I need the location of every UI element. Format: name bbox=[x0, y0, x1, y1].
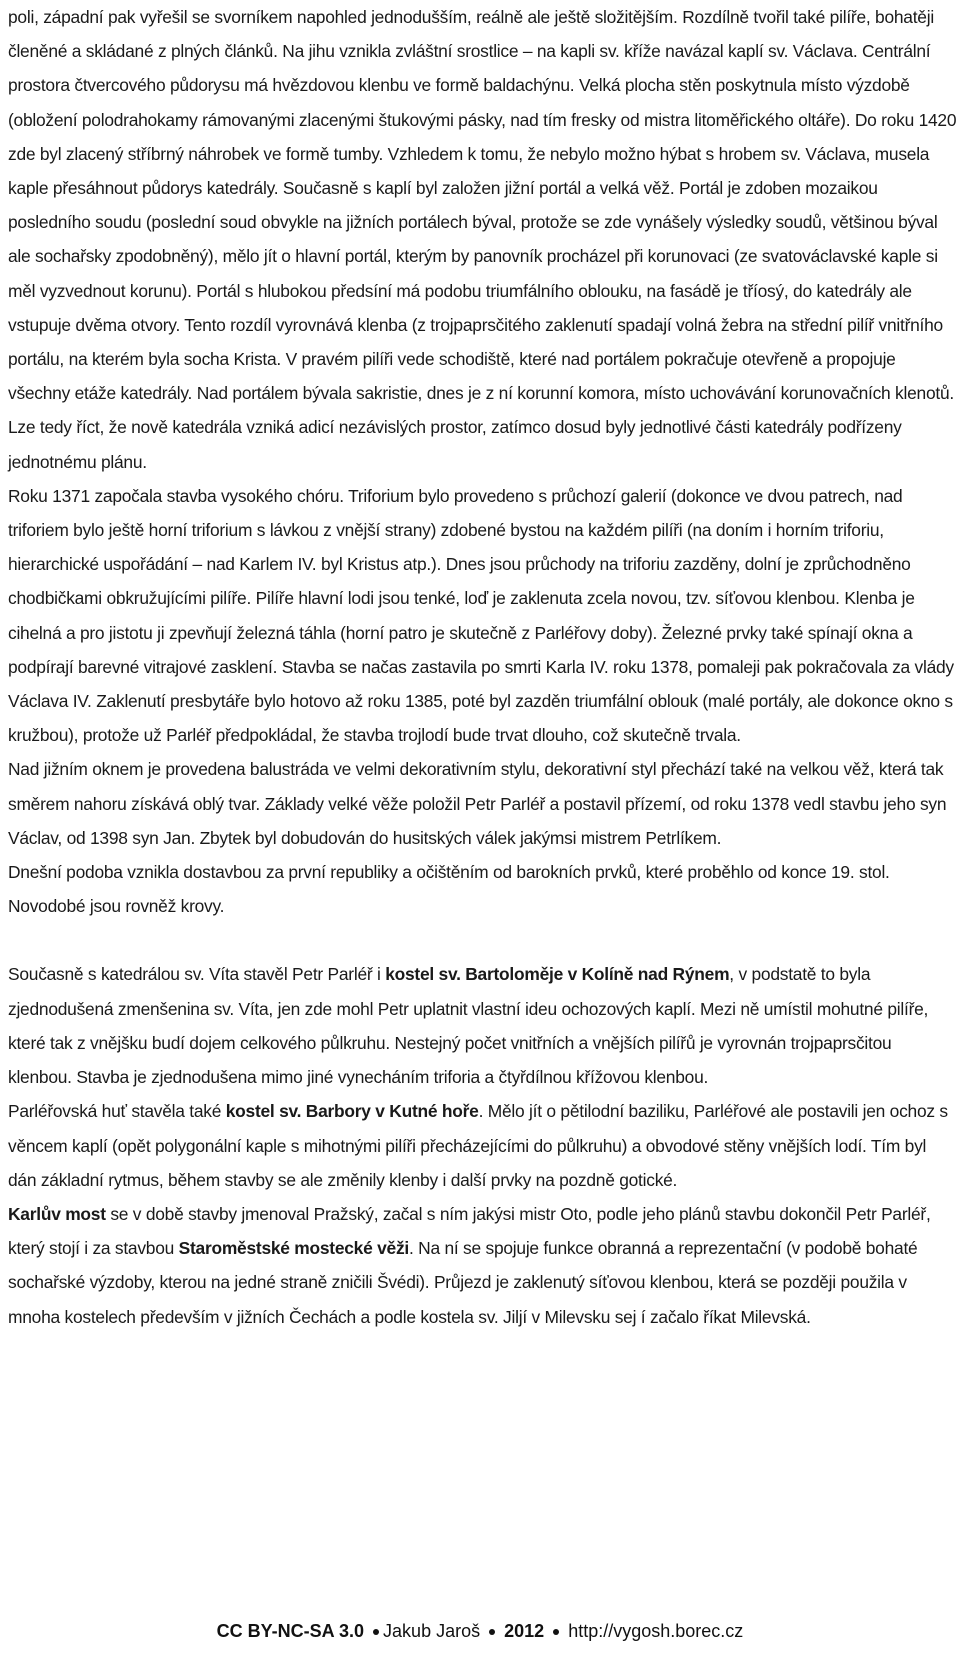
paragraph-text: poli, západní pak vyřešil se svorníkem napohled jednodušším, reálně ale ještě složitějším. Rozdílně tvořil také pilíře, bohatěji členěné a skládané z plných článků. Na jihu vznikla zvláštní srostlice – na kapli sv. kříže navázal kaplí sv. Václava. Centrální prostora čtvercového půdorysu má hvězdovou klenbu ve formě baldachýnu. Velká plocha stěn poskytnula místo výzdobě (obložení polodrahokamy rámovanými zlacenými štukovými pásky, nad tím fresky od mistra litoměřického oltáře). Do roku 1420 zde byl zlacený stříbrný náhrobek ve formě tumby. Vzhledem k tomu, že nebylo možno hýbat s hrobem sv. Václava, musela kaple přesáhnout půdorys katedrály. Současně s kaplí byl založen jižní portál a velká věž. Portál je zdoben mozaikou posledního soudu (poslední soud obvykle na jižních portálech býval, protože se zde vynášely výsledky soudů, většinou býval ale sochařsky zpodobněný), mělo jít o hlavní portál, kterým by panovník procházel při korunovaci (ze svatováclavské kaple si měl vyzvednout korunu). Portál s hlubokou předsíní má podobu triumfálního oblouku, na fasádě je tříosý, do katedrály ale vstupuje dvěma otvory. Tento rozdíl vyrovnává klenba (z trojpaprsčitého zaklenutí spadají volná žebra na střední pilíř vnitřního portálu, na kterém byla socha Krista. V pravém pilíři vede schodiště, které nad portálem pokračuje otevřeně a propojuje všechny etáže katedrály. Nad portálem bývala sakristie, dnes je z ní korunní komora, místo uchovávání korunovačních klenotů. bbox=[8, 7, 957, 404]
bold-term: Karlův most bbox=[8, 1203, 106, 1224]
paragraph bbox=[8, 752, 958, 855]
footer bbox=[0, 1617, 960, 1645]
document-body bbox=[8, 0, 958, 1334]
paragraph bbox=[8, 957, 958, 1094]
paragraph bbox=[8, 1197, 958, 1334]
bold-term: kostel sv. Barbory v Kutné hoře bbox=[225, 1101, 479, 1122]
footer-year: 2012 bbox=[504, 1621, 545, 1641]
footer-author: Jakub Jaroš bbox=[383, 1621, 481, 1641]
footer-url[interactable]: http://vygosh.borec.cz bbox=[568, 1621, 744, 1641]
bold-term: Staroměstské mostecké věži bbox=[178, 1238, 409, 1259]
paragraph-text: Současně s katedrálou sv. Víta stavěl Petr Parléř i bbox=[8, 964, 386, 985]
bullet-icon bbox=[553, 1629, 559, 1635]
paragraph-text: . Mělo jít o pětilodní baziliku, Parléřové ale postavili jen ochoz s věncem kaplí (opět polygonální kaple s mihotnými pilíři přecházejícími do půlkruhu) a obvodové stěny vnějších lodí. Tím byl dán základní rytmus, během stavby se ale změnily klenby i další prvky na pozdně gotické. bbox=[8, 1101, 948, 1190]
paragraph-text: Parléřovská huť stavěla také bbox=[8, 1101, 226, 1122]
footer-license: CC BY-NC-SA 3.0 bbox=[216, 1621, 365, 1641]
bullet-icon bbox=[489, 1629, 495, 1635]
paragraph-text: Lze tedy říct, že nově katedrála vzniká adicí nezávislých prostor, zatímco dosud byly jednotlivé části katedrály podřízeny jednotnému plánu. bbox=[8, 417, 902, 472]
bold-term: kostel sv. Bartoloměje v Kolíně nad Rýnem bbox=[385, 964, 730, 985]
paragraph-text: Nad jižním oknem je provedena balustráda ve velmi dekorativním stylu, dekorativní styl přechází také na velkou věž, která tak směrem nahoru získává oblý tvar. Základy velké věže položil Petr Parléř a postavil přízemí, od roku 1378 vedl stavbu jeho syn Václav, od 1398 syn Jan. Zbytek byl dobudován do husitských válek jakýmsi mistrem Petrlíkem. bbox=[8, 759, 947, 848]
paragraph bbox=[8, 479, 958, 753]
paragraph-text: se v době stavby jmenoval Pražský, začal s ním jakýsi mistr Oto, podle jeho plánů stavbu dokončil Petr Parléř, který stojí i za stavbou bbox=[8, 1203, 931, 1259]
paragraph bbox=[8, 855, 958, 923]
paragraph bbox=[8, 410, 958, 478]
paragraph bbox=[8, 0, 958, 410]
paragraph-text: Roku 1371 započala stavba vysokého chóru. Triforium bylo provedeno s průchozí galerií (dokonce ve dvou patrech, nad triforiem bylo ještě horní triforium s lávkou z vnější strany) zdobené bystou na každém pilíři (na doním i horním triforiu, hierarchické uspořádání – nad Karlem IV. byl Kristus atp.). Dnes jsou průchody na triforiu zazděny, dolní je zprůchodněno chodbičkami obkružujícími pilíře. Pilíře hlavní lodi jsou tenké, loď je zaklenuta zcela novou, tzv. síťovou klenbou. Klenba je cihelná a pro jistotu ji zpevňují železná táhla (horní patro je skutečně z Parléřovy doby). Železné prvky také spínají okna a podpírají barevné vitrajové zasklení. Stavba se načas zastavila po smrti Karla IV. roku 1378, pomaleji pak pokračovala za vlády Václava IV. Zaklenutí presbytáře bylo hotovo až roku 1385, poté byl zazděn triumfální oblouk (malé portály, ale dokonce okno s kružbou), protože už Parléř předpokládal, že stavba trojlodí bude trvat dlouho, což skutečně trvala. bbox=[8, 485, 954, 746]
paragraph-text: . Na ní se spojuje funkce obranná a reprezentační (v podobě bohaté sochařské výzdoby, kterou na jedné straně zničili Švédi). Průjezd je zaklenutý síťovou klenbou, která se později použila v mnoha kostelech především v jižních Čechách a podle kostela sv. Jiljí v Milevsku sej í začalo říkat Milevská. bbox=[8, 1238, 918, 1327]
bullet-icon bbox=[373, 1629, 379, 1635]
paragraph bbox=[8, 1094, 958, 1197]
paragraph-text: , v podstatě to byla zjednodušená zmenšenina sv. Víta, jen zde mohl Petr uplatnit vlastní ideu ochozových kaplí. Mezi ně umístil mohutné pilíře, které tak z vnějšku budí dojem celkového půlkruhu. Nestejný počet vnitřních a vnějších pilířů je vyrovnán trojpaprsčitou klenbou. Stavba je zjednodušena mimo jiné vynecháním triforia a čtyřdílnou křížovou klenbou. bbox=[8, 964, 929, 1088]
paragraph-text: Dnešní podoba vznikla dostavbou za první republiky a očištěním od barokních prvků, které proběhlo od konce 19. stol. Novodobé jsou rovněž krovy. bbox=[8, 862, 890, 917]
